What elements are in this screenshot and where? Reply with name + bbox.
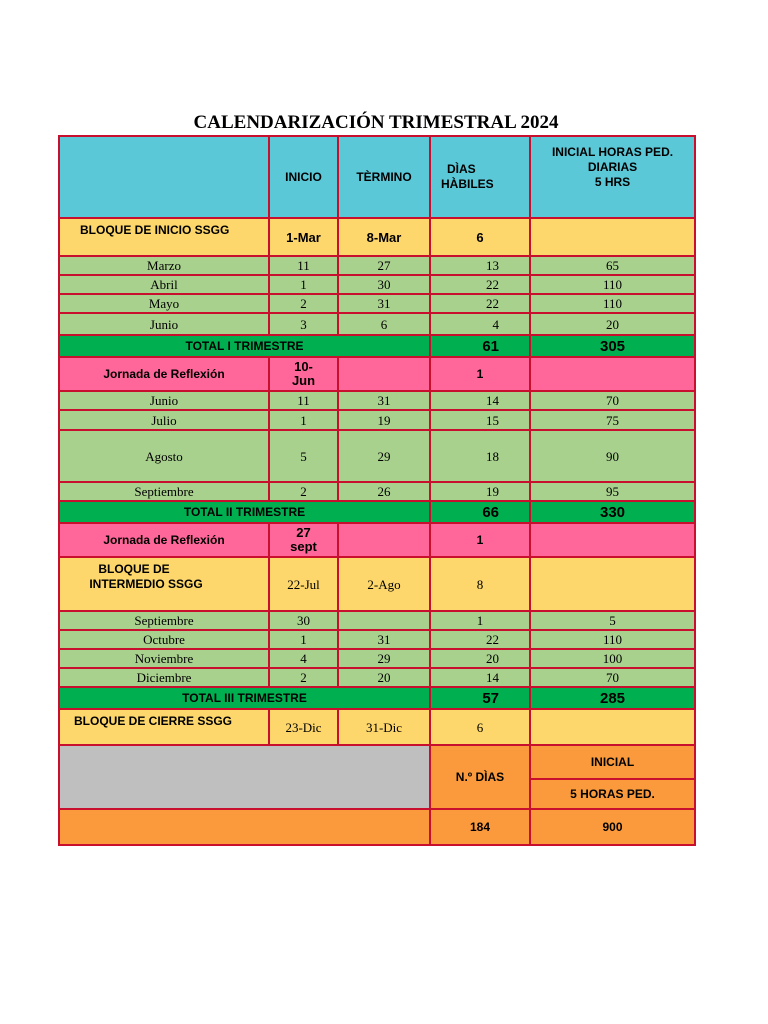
summary-inicial-label: INICIAL xyxy=(530,745,695,779)
table-row: Septiembre 30 1 5 xyxy=(59,611,695,630)
total-dias: 57 xyxy=(430,687,530,709)
total-row xyxy=(59,335,695,357)
total-label: TOTAL III TRIMESTRE xyxy=(59,687,430,709)
total-row xyxy=(59,501,695,523)
reflexion-date: 10- Jun xyxy=(269,357,338,391)
bloque-inicio-end: 8-Mar xyxy=(338,218,430,256)
bloque-inicio-label: BLOQUE DE INICIO SSGG xyxy=(59,218,269,256)
table-row: Agosto 5 29 18 90 xyxy=(59,430,695,482)
total-label: TOTAL I TRIMESTRE xyxy=(59,335,430,357)
total-horas: 305 xyxy=(530,335,695,357)
summary-total-row xyxy=(59,809,695,845)
total-dias: 61 xyxy=(430,335,530,357)
table-row: Abril 1 30 22 110 xyxy=(59,275,695,294)
header-empty-cell xyxy=(59,136,269,218)
calendar-table xyxy=(58,135,696,846)
table-row: Mayo 2 31 22 110 xyxy=(59,294,695,313)
reflexion-row xyxy=(59,523,695,557)
summary-horas-label: 5 HORAS PED. xyxy=(530,779,695,809)
bloque-intermedio-label: BLOQUE DE INTERMEDIO SSGG xyxy=(59,557,269,611)
bloque-inicio-row xyxy=(59,218,695,256)
bloque-cierre-row xyxy=(59,709,695,745)
reflexion-dias: 1 xyxy=(430,357,530,391)
bloque-cierre-label: BLOQUE DE CIERRE SSGG xyxy=(59,709,269,745)
bloque-cierre-end: 31-Dic xyxy=(338,709,430,745)
bloque-intermedio-row xyxy=(59,557,695,611)
header-termino: TÈRMINO xyxy=(338,136,430,218)
table-row: Septiembre 2 26 19 95 xyxy=(59,482,695,501)
reflexion-label: Jornada de Reflexión xyxy=(59,523,269,557)
total-horas: 330 xyxy=(530,501,695,523)
header-horas: INICIAL HORAS PED. DIARIAS 5 HRS xyxy=(530,136,695,218)
header-dias: DÌAS HÀBILES xyxy=(430,136,530,218)
header-row xyxy=(59,136,695,218)
bloque-inicio-start: 1-Mar xyxy=(269,218,338,256)
bloque-cierre-dias: 6 xyxy=(430,709,530,745)
reflexion-label: Jornada de Reflexión xyxy=(59,357,269,391)
total-row xyxy=(59,687,695,709)
table-row: Marzo 11 27 13 65 xyxy=(59,256,695,275)
reflexion-row xyxy=(59,357,695,391)
bloque-intermedio-dias: 8 xyxy=(430,557,530,611)
page-title: CALENDARIZACIÓN TRIMESTRAL 2024 xyxy=(193,112,559,133)
bloque-intermedio-start: 22-Jul xyxy=(269,557,338,611)
total-label: TOTAL II TRIMESTRE xyxy=(59,501,430,523)
table-row: Junio 11 31 14 70 xyxy=(59,391,695,410)
table-row: Julio 1 19 15 75 xyxy=(59,410,695,430)
total-dias: 66 xyxy=(430,501,530,523)
summary-blank xyxy=(59,745,430,809)
total-horas: 285 xyxy=(530,687,695,709)
table-row: Octubre 1 31 22 110 xyxy=(59,630,695,649)
table-row: Noviembre 4 29 20 100 xyxy=(59,649,695,668)
reflexion-dias: 1 xyxy=(430,523,530,557)
table-row: Diciembre 2 20 14 70 xyxy=(59,668,695,687)
summary-dias-label: N.º DÌAS xyxy=(430,745,530,809)
bloque-intermedio-end: 2-Ago xyxy=(338,557,430,611)
summary-row xyxy=(59,745,695,779)
summary-dias-total: 184 xyxy=(430,809,530,845)
summary-horas-total: 900 xyxy=(530,809,695,845)
bloque-inicio-horas xyxy=(530,218,695,256)
bloque-cierre-start: 23-Dic xyxy=(269,709,338,745)
bloque-inicio-dias: 6 xyxy=(430,218,530,256)
table-row: Junio 3 6 4 20 xyxy=(59,313,695,335)
reflexion-date: 27 sept xyxy=(269,523,338,557)
header-inicio: INICIO xyxy=(269,136,338,218)
